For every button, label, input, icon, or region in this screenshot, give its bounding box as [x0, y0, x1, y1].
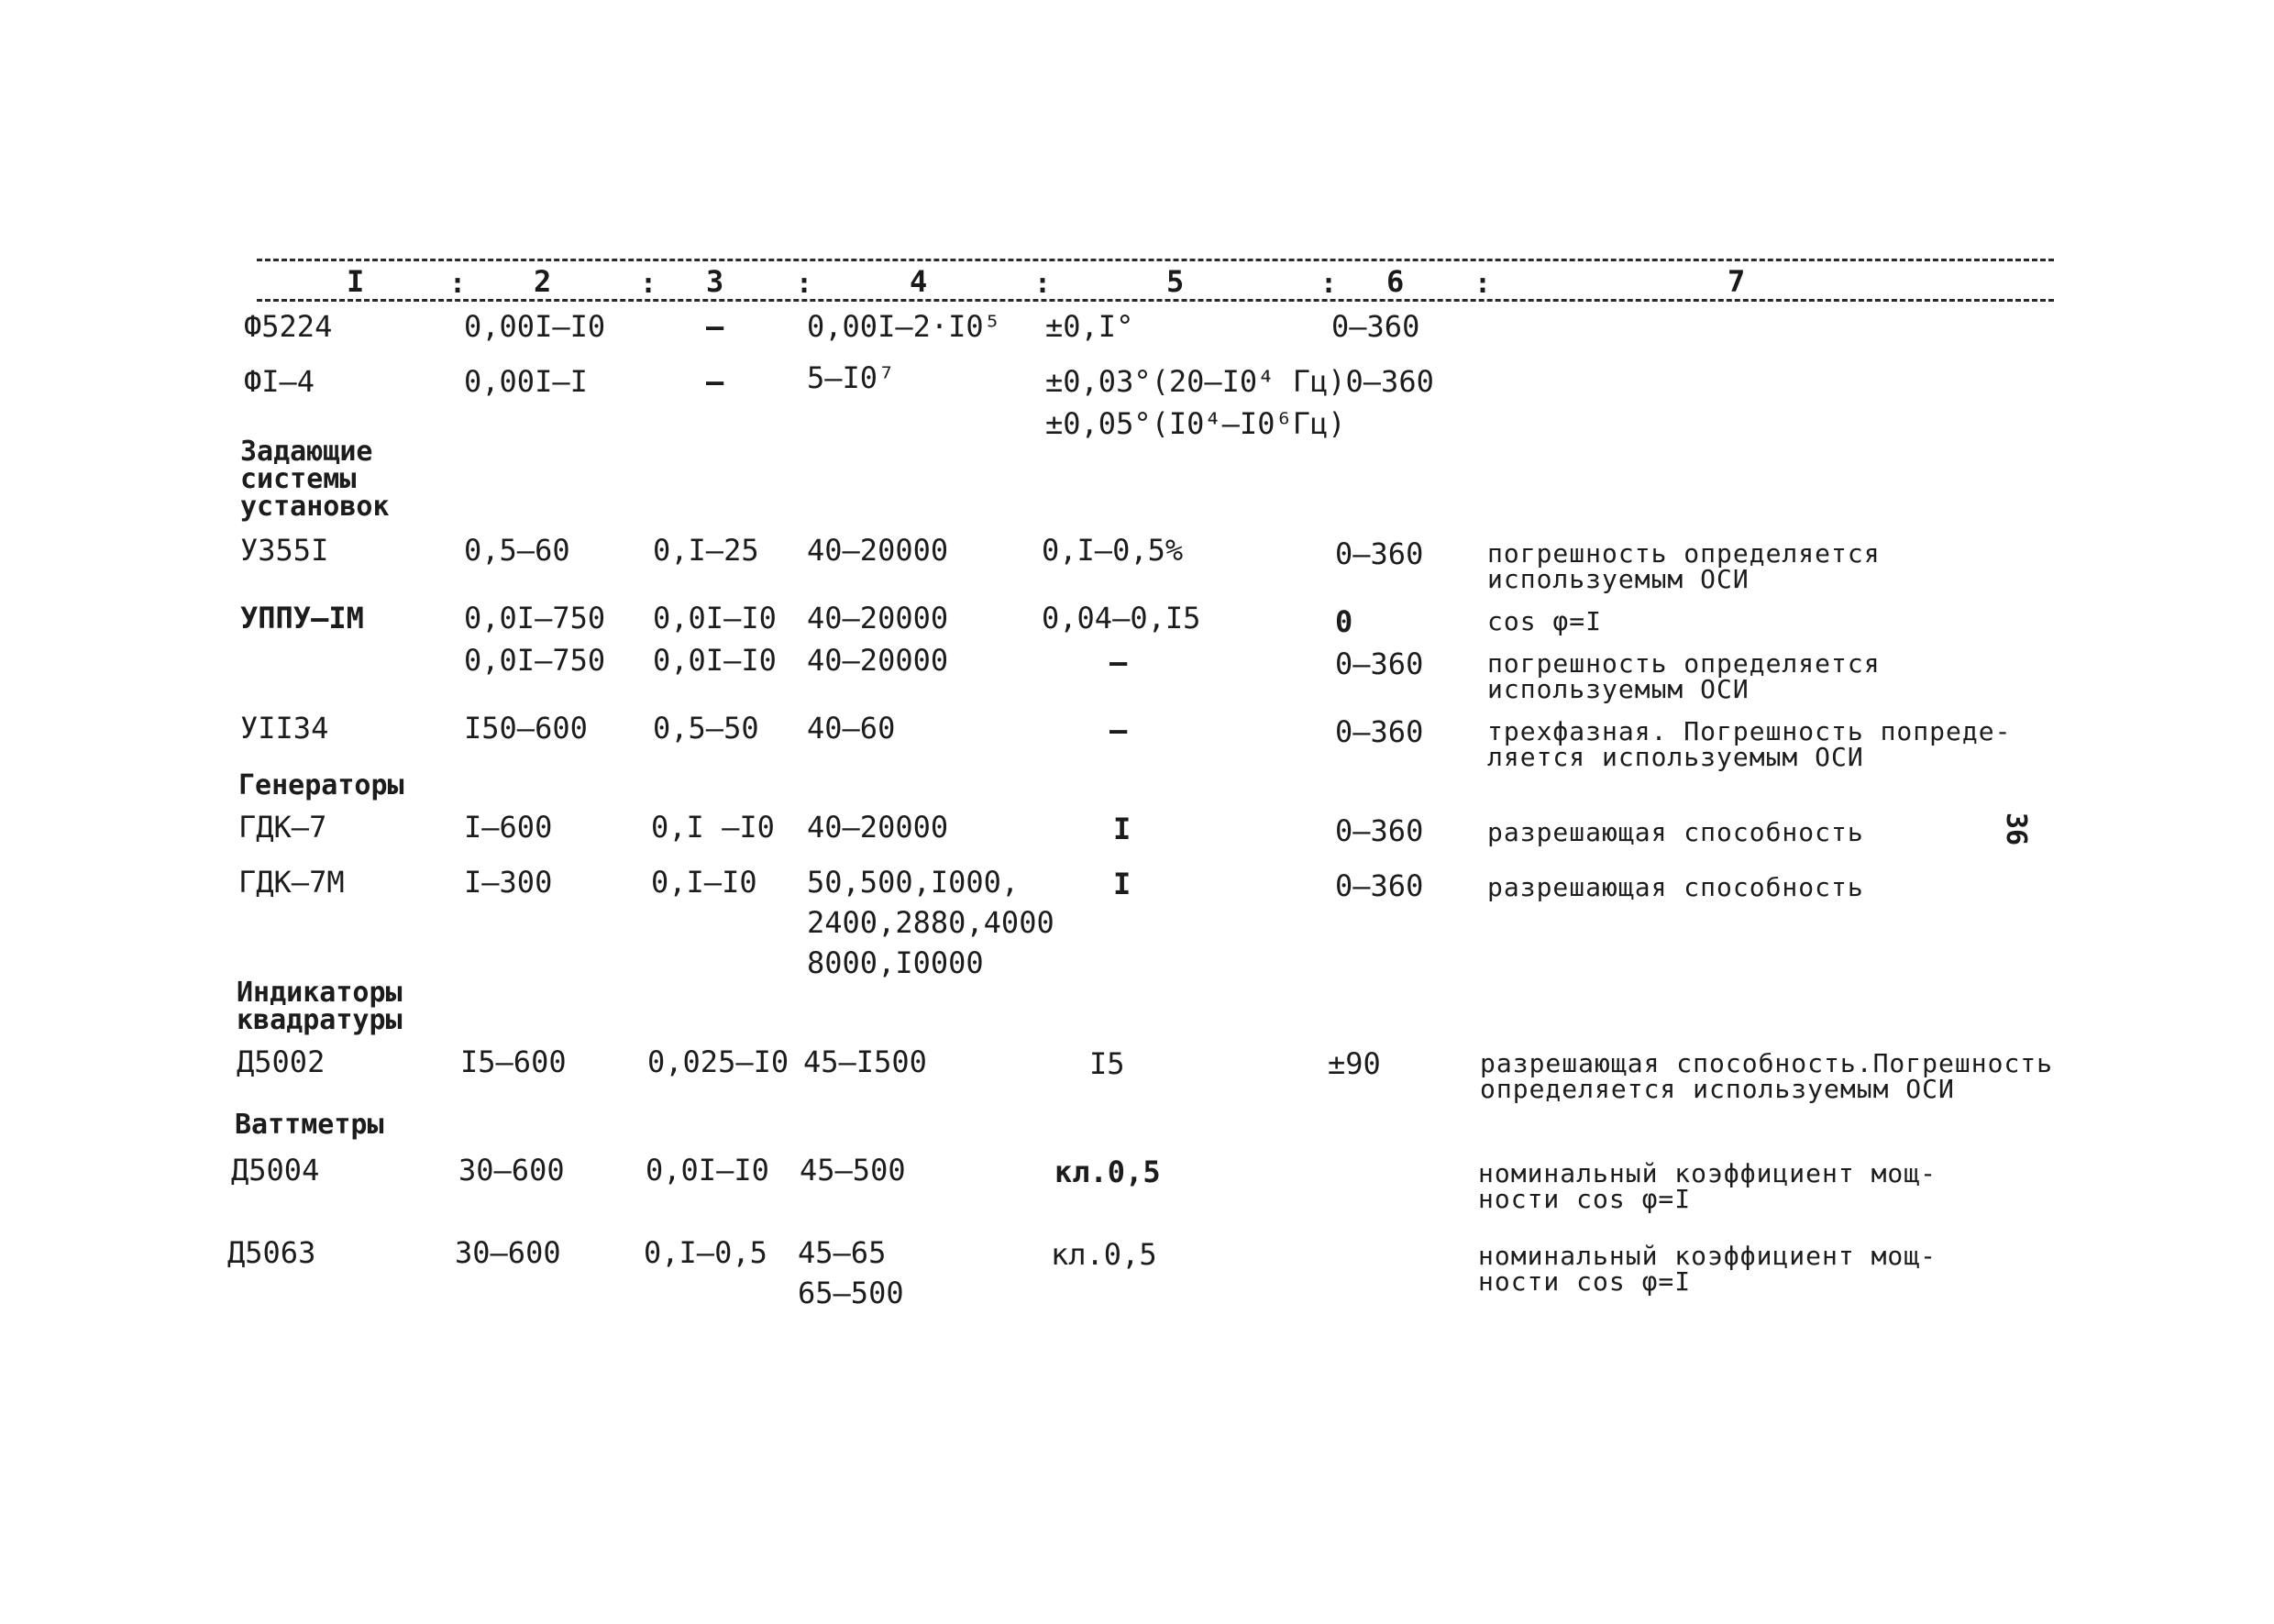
row-c3: –: [706, 364, 724, 399]
row-c5: кл.0,5: [1054, 1154, 1161, 1189]
row-c4: 40–20000: [807, 533, 949, 568]
row-c2: I5–600: [460, 1044, 567, 1079]
row-c2: I–300: [464, 865, 553, 900]
row-c6: 0: [1335, 604, 1353, 639]
row-c4: 50,500,I000,: [807, 865, 1020, 900]
row-c4-line2: 2400,2880,4000: [807, 905, 1054, 940]
col-header-2: 2: [534, 264, 552, 299]
row-note: погрешность определяется: [1487, 648, 1881, 679]
col-separator: :: [1474, 268, 1492, 300]
table-top-rule: [257, 259, 2054, 261]
row-c3: 0,I–0,5: [644, 1235, 767, 1270]
row-c6: ±90: [1328, 1046, 1381, 1081]
row-c5: ±0,03°(20–I0⁴ Гц)0–360: [1045, 364, 1434, 399]
row-c3: 0,I–25: [653, 533, 759, 568]
row-note-line2: используемым ОСИ: [1487, 564, 1750, 594]
row-model: Д5004: [231, 1153, 320, 1188]
row-c6: 0–360: [1331, 309, 1420, 344]
row-c2: I50–600: [464, 711, 588, 746]
col-header-1: I: [347, 264, 365, 299]
row-c3: 0,I–I0: [651, 865, 757, 900]
row-note: погрешность определяется: [1487, 538, 1881, 569]
row-c3: 0,I –I0: [651, 810, 775, 845]
row-c5: 0,04–0,I5: [1042, 601, 1201, 635]
row-model: УII34: [240, 711, 329, 746]
row-note: номинальный коэффициент мощ-: [1478, 1241, 1937, 1271]
row-note: номинальный коэффициент мощ-: [1478, 1158, 1937, 1188]
row-model: ГДК–7: [238, 810, 327, 845]
row-model: У355I: [240, 533, 329, 568]
row-c4: 40–20000: [807, 601, 949, 635]
row-c4: 40–60: [807, 711, 896, 746]
row-c4-line3: 8000,I0000: [807, 945, 984, 980]
row-c3: –: [706, 309, 724, 344]
row-c2: 0,0I–750: [464, 601, 606, 635]
row-c5-line2: ±0,05°(I0⁴–I0⁶Гц): [1045, 406, 1346, 441]
row-model: УППУ–IМ: [240, 601, 364, 635]
col-separator: :: [449, 268, 467, 300]
col-separator: :: [640, 268, 657, 300]
row-c3: 0,0I–I0: [646, 1153, 769, 1188]
row-c4: 5–I0⁷: [807, 360, 896, 395]
row-c6: 0–360: [1335, 536, 1424, 571]
row-c3: 0,0I–I0: [653, 601, 777, 635]
row-c3: 0,5–50: [653, 711, 759, 746]
row-model: Д5002: [237, 1044, 326, 1079]
row-c3: 0,0I–I0: [653, 643, 777, 678]
row-c2: 0,00I–I: [464, 364, 588, 399]
row-c5: 0,I–0,5%: [1042, 533, 1184, 568]
row-c5: –: [1109, 645, 1128, 679]
row-c4-line2: 65–500: [798, 1276, 904, 1310]
col-separator: :: [1034, 268, 1052, 300]
row-c4: 40–20000: [807, 643, 949, 678]
row-c4: 40–20000: [807, 810, 949, 845]
col-header-7: 7: [1728, 264, 1746, 299]
row-c2: I–600: [464, 810, 553, 845]
row-c6: 0–360: [1335, 868, 1424, 903]
row-note-line2: ляется используемым ОСИ: [1487, 742, 1864, 772]
row-note-line2: ности cos φ=I: [1478, 1184, 1692, 1214]
row-model: ФI–4: [244, 364, 315, 399]
group-heading-quadrature-indicators: Индикаторы квадратуры: [237, 977, 403, 1036]
row-note: разрешающая способность: [1487, 872, 1864, 902]
col-header-3: 3: [706, 264, 724, 299]
row-note: cos φ=I: [1487, 606, 1603, 636]
col-separator: :: [796, 268, 813, 300]
row-c2: 0,00I–I0: [464, 309, 606, 344]
row-c2: 0,5–60: [464, 533, 570, 568]
row-c4: 0,00I–2·I0⁵: [807, 309, 1001, 344]
row-c2: 30–600: [458, 1153, 565, 1188]
row-c4: 45–I500: [803, 1044, 927, 1079]
row-c5: I: [1113, 867, 1131, 901]
col-header-5: 5: [1166, 264, 1185, 299]
row-c4: 45–500: [800, 1153, 906, 1188]
row-c2: 0,0I–750: [464, 643, 606, 678]
row-note: трехфазная. Погрешность попреде-: [1487, 716, 2012, 746]
row-note-line2: ности cos φ=I: [1478, 1266, 1692, 1297]
col-header-4: 4: [910, 264, 928, 299]
col-header-6: 6: [1386, 264, 1405, 299]
row-model: Д5063: [227, 1235, 316, 1270]
row-note-line2: используемым ОСИ: [1487, 674, 1750, 704]
row-c5: –: [1109, 713, 1128, 747]
row-c6: 0–360: [1335, 813, 1424, 848]
row-note-line2: определяется используемым ОСИ: [1480, 1074, 1955, 1104]
row-c5: кл.0,5: [1051, 1237, 1157, 1272]
row-model: Ф5224: [244, 309, 333, 344]
row-c6: 0–360: [1335, 646, 1424, 681]
row-c5: ±0,I°: [1045, 309, 1134, 344]
row-c3: 0,025–I0: [647, 1044, 789, 1079]
row-note: разрешающая способность: [1487, 817, 1864, 847]
row-c4: 45–65: [798, 1235, 887, 1270]
row-c6: 0–360: [1335, 714, 1424, 749]
row-c5: I5: [1089, 1046, 1125, 1081]
row-c2: 30–600: [455, 1235, 561, 1270]
row-note: разрешающая способность.Погрешность: [1480, 1048, 2054, 1078]
page-number: 36: [2000, 812, 2032, 846]
group-heading-setting-systems: Задающие системы установок: [240, 436, 390, 523]
group-heading-generators: Генераторы: [238, 769, 404, 801]
table-header-rule: [257, 299, 2054, 302]
row-model: ГДК–7М: [238, 865, 345, 900]
group-heading-wattmeters: Ваттметры: [235, 1109, 384, 1141]
row-c5: I: [1113, 812, 1131, 846]
col-separator: :: [1320, 268, 1338, 300]
